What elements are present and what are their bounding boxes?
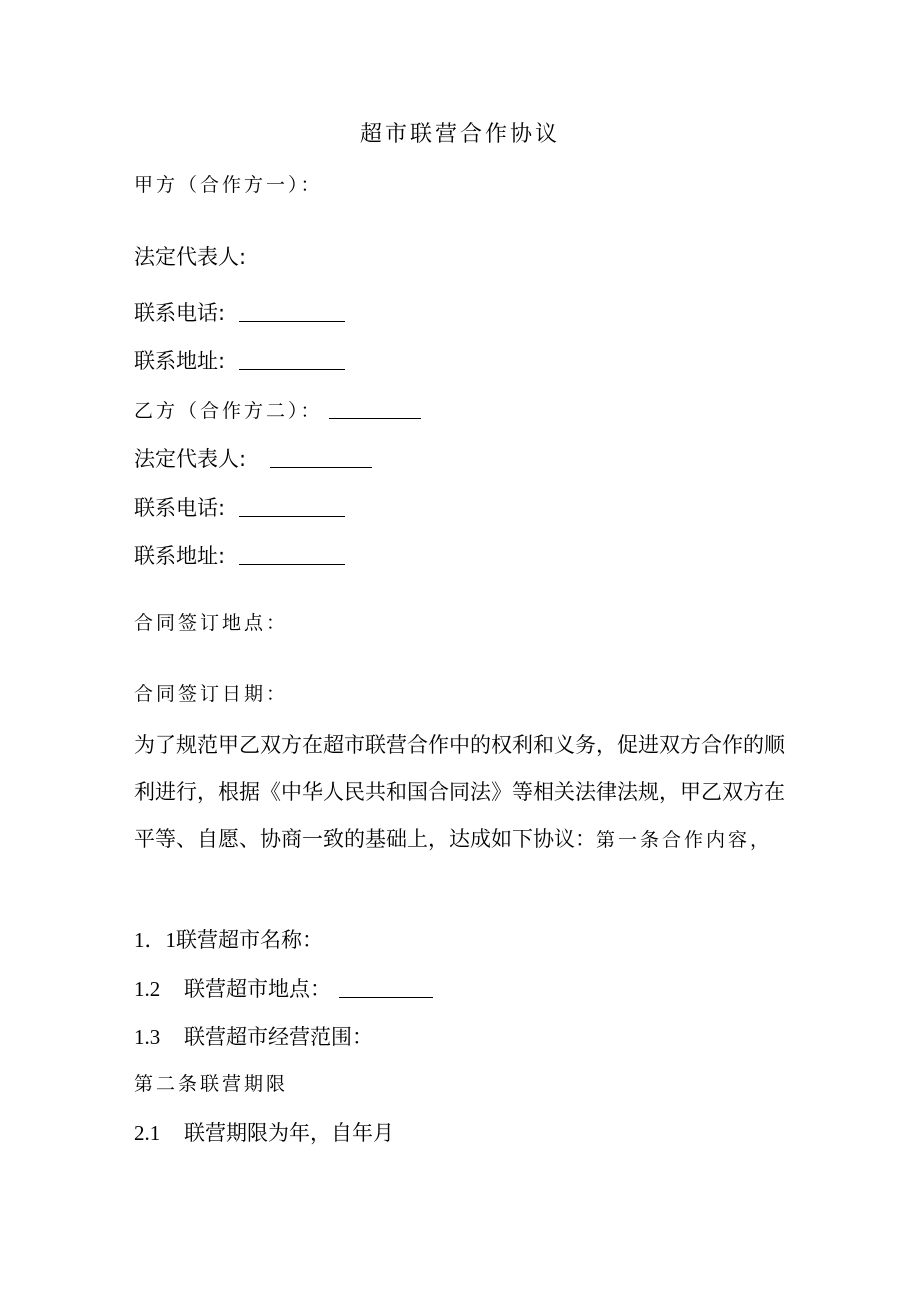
- party-b-phone-blank: [239, 494, 345, 517]
- clause-2-1-row: [134, 1118, 394, 1148]
- document-title: 超市联营合作协议: [359, 122, 560, 147]
- party-a-label: 甲方（合作方一）：: [134, 174, 323, 196]
- party-b-label: 乙方（合作方二）：: [134, 400, 323, 422]
- article-1-heading: 第一条合作内容，: [596, 829, 773, 851]
- party-a-address-blank: [239, 347, 345, 370]
- sign-place-label: 合同签订地点：: [134, 612, 289, 634]
- party-b-address-label: 联系地址:: [134, 544, 226, 568]
- party-b-row: [134, 394, 421, 426]
- clause-2-1-number: 2.1: [134, 1121, 161, 1145]
- clause-2-1-text: 联营期限为年，自年月: [184, 1121, 394, 1145]
- clause-1-2-row: [134, 973, 433, 1004]
- party-b-rep-label: 法定代表人:: [134, 447, 247, 471]
- party-b-phone-label: 联系电话:: [134, 496, 226, 520]
- party-a-phone-row: [134, 297, 345, 328]
- party-b-phone-row: [134, 492, 345, 523]
- clause-1-3-row: [134, 1022, 373, 1052]
- party-b-address-blank: [239, 542, 345, 565]
- clause-1-1-number: 1．1: [134, 928, 176, 952]
- party-a-phone-blank: [239, 299, 345, 322]
- clause-1-2-text: 联营超市地点：: [184, 977, 331, 1001]
- clause-1-1-row: [134, 925, 323, 955]
- preamble-paragraph: [134, 722, 794, 864]
- party-a-rep-label: 法定代表人:: [134, 245, 247, 269]
- party-b-address-row: [134, 540, 345, 571]
- clause-1-3-text: 联营超市经营范围：: [184, 1025, 373, 1049]
- clause-1-2-blank: [339, 975, 433, 998]
- party-b-blank: [329, 396, 421, 419]
- party-a-address-label: 联系地址:: [134, 349, 226, 373]
- sign-date-label: 合同签订日期：: [134, 683, 289, 705]
- clause-1-2-number: 1.2: [134, 977, 161, 1001]
- party-b-rep-row: [134, 443, 372, 474]
- party-a-phone-label: 联系电话:: [134, 301, 226, 325]
- preamble-text: 为了规范甲乙双方在超市联营合作中的权利和义务，促进双方合作的顺利进行，根据《中华人民共和国合同法》等相关法律法规，甲乙双方在平等、自愿、协商一致的基础上，达成如下协议：: [134, 733, 785, 851]
- party-a-address-row: [134, 345, 345, 376]
- clause-1-3-number: 1.3: [134, 1025, 161, 1049]
- clause-1-1-text: 联营超市名称：: [176, 928, 323, 952]
- party-b-rep-blank: [270, 445, 372, 468]
- article-2-heading: 第二条联营期限: [134, 1073, 289, 1095]
